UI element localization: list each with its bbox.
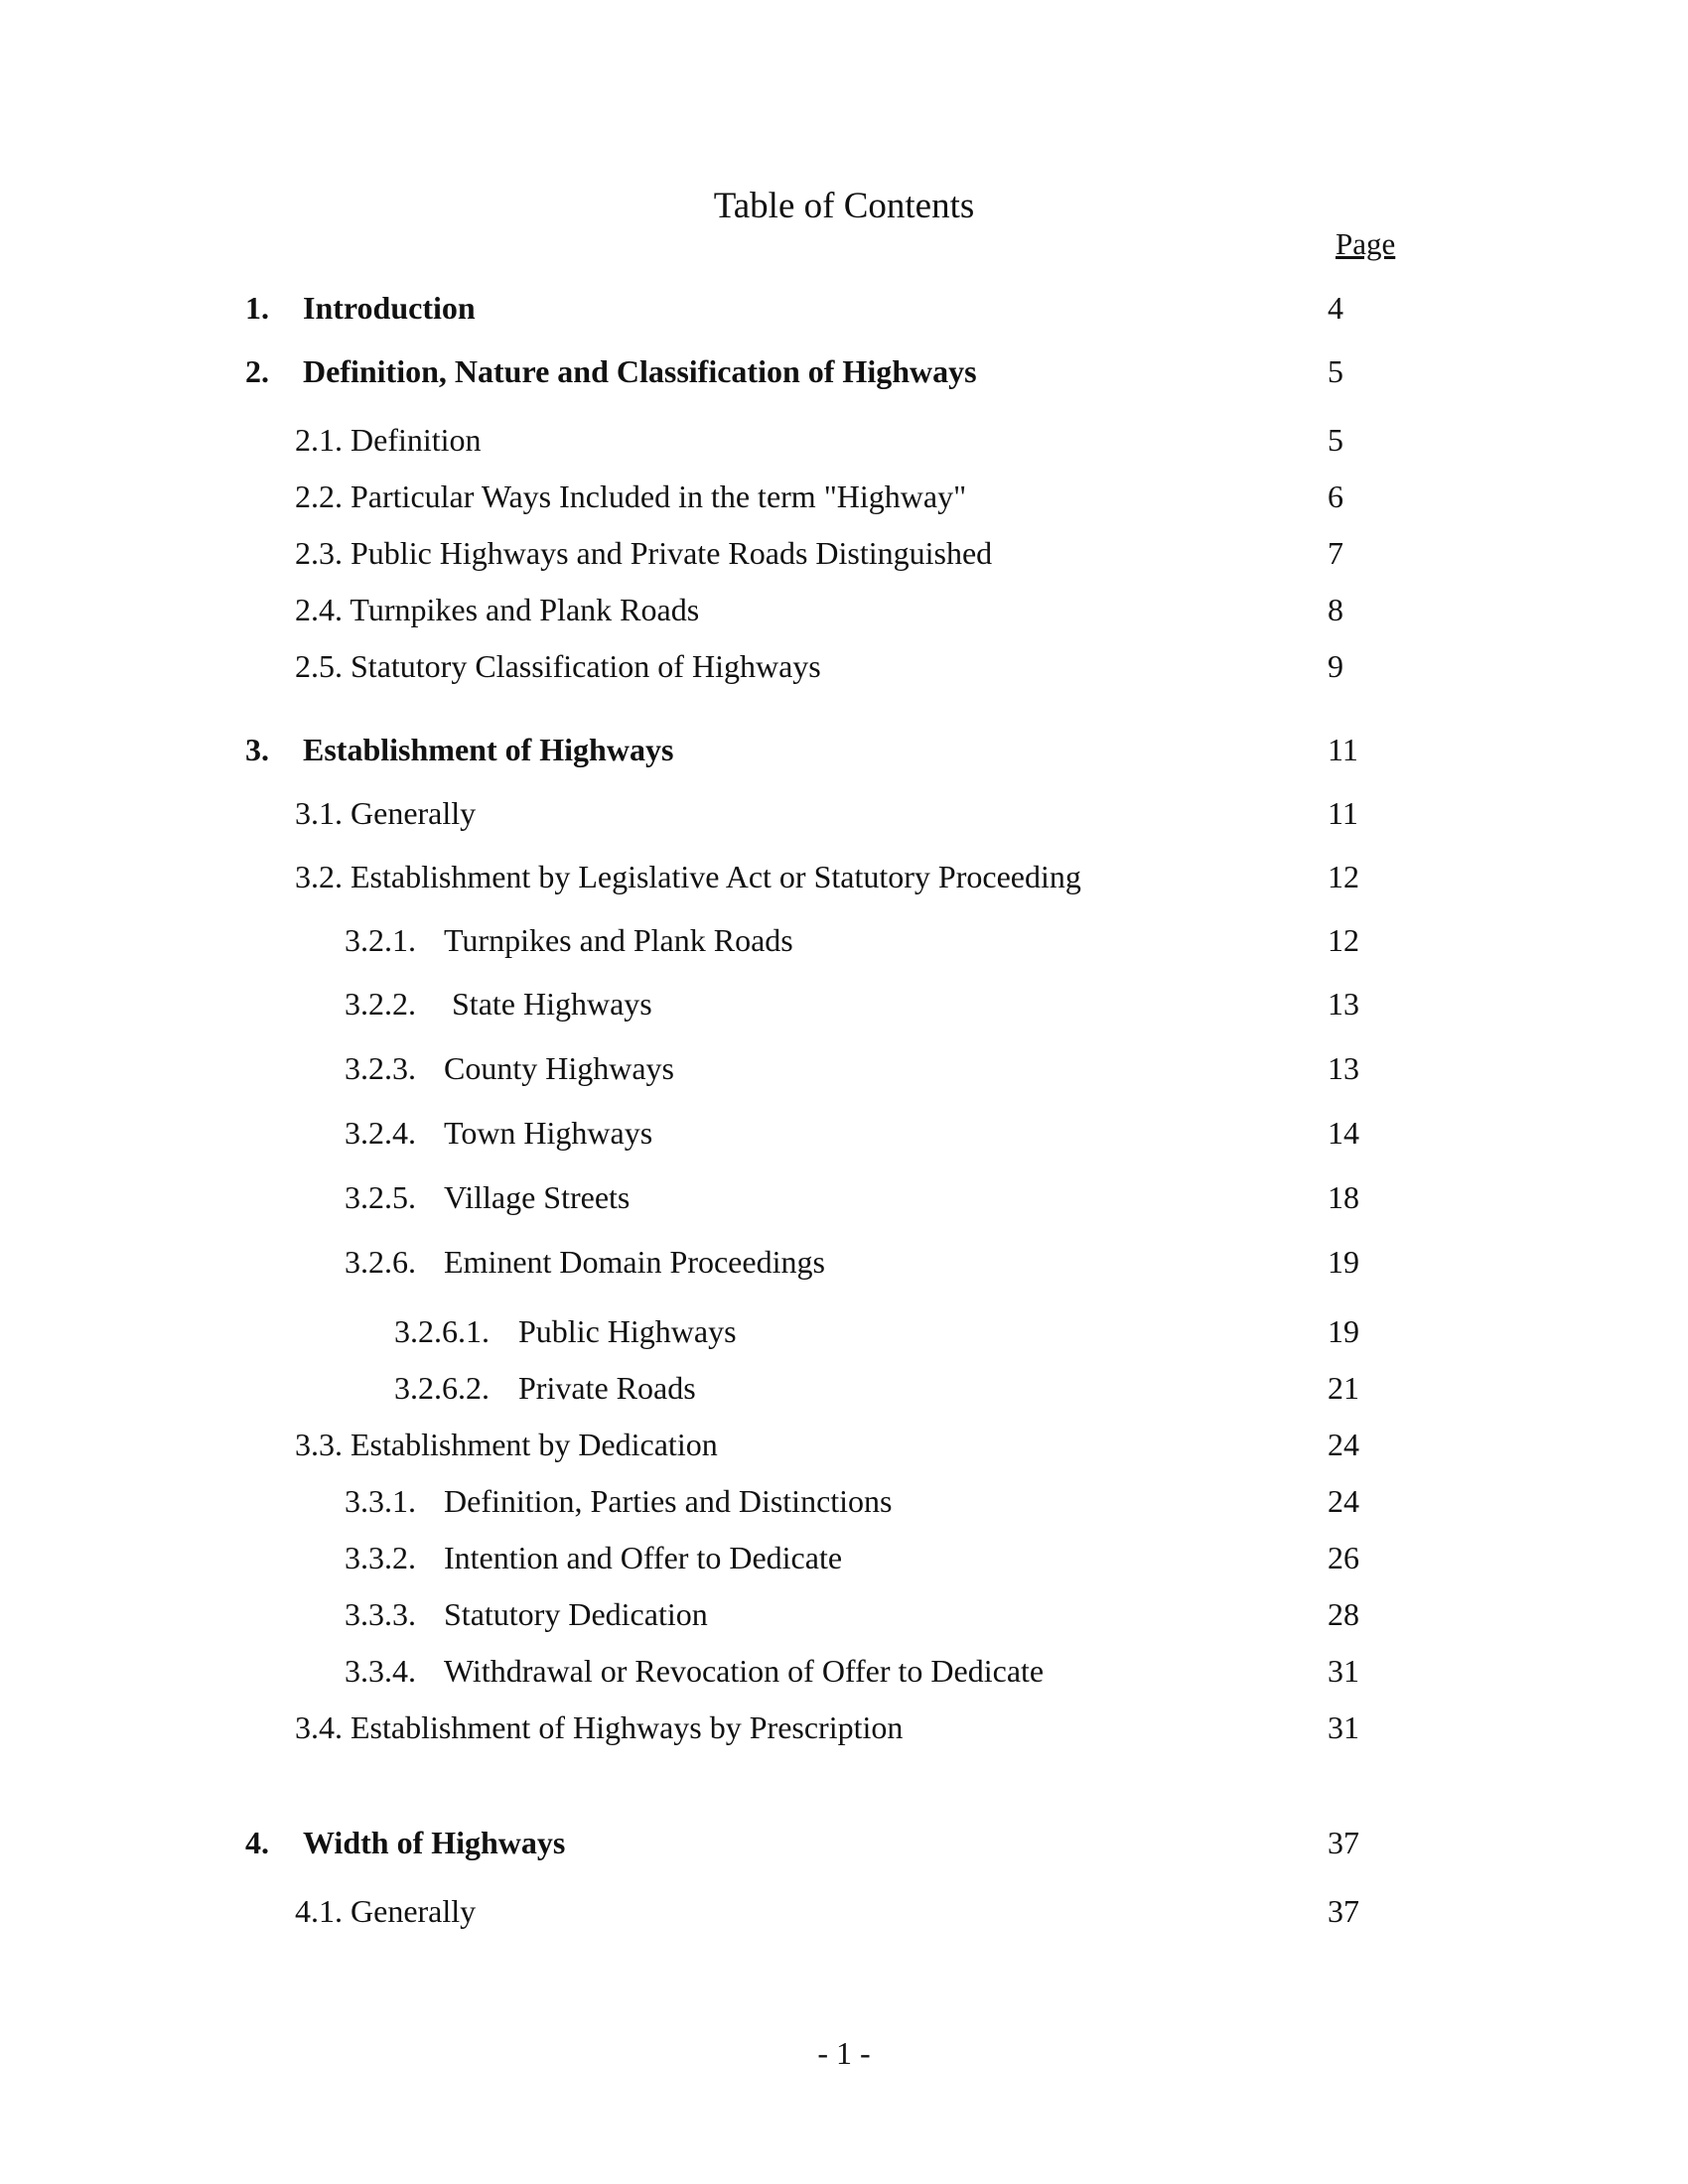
subsection-title: 2.4. Turnpikes and Plank Roads	[295, 592, 700, 627]
section-title: Establishment of Highways	[303, 732, 674, 767]
toc-entry-3-3-4[interactable]	[0, 1653, 1688, 1697]
subsection-title: 3.4. Establishment of Highways by Prescription	[295, 1709, 904, 1745]
toc-entry-3-2-3[interactable]	[0, 1050, 1688, 1094]
toc-entry-3-3-1[interactable]	[0, 1483, 1688, 1527]
page-number: 12	[1328, 922, 1359, 958]
page-number: 11	[1328, 795, 1358, 831]
subsection-title: 3.2. Establishment by Legislative Act or Statutory Proceeding	[295, 859, 1081, 894]
subsection-title: 3.1. Generally	[295, 795, 477, 831]
page-number: 37	[1328, 1893, 1359, 1929]
toc-entry-2-4[interactable]	[0, 592, 1688, 635]
section-title: Introduction	[303, 290, 476, 326]
item-number: 3.2.6.	[345, 1244, 416, 1280]
item-number: 3.2.6.1.	[394, 1313, 490, 1349]
toc-entry-3-4[interactable]	[0, 1709, 1688, 1753]
page-number: 8	[1328, 592, 1343, 627]
section-number: 1.	[245, 290, 269, 326]
page-number: 31	[1328, 1653, 1359, 1689]
item-title: Town Highways	[444, 1115, 653, 1151]
page-number: 19	[1328, 1244, 1359, 1280]
item-title: Intention and Offer to Dedicate	[444, 1540, 843, 1575]
toc-entry-2-5[interactable]	[0, 648, 1688, 692]
toc-entry-definition-nature-classification[interactable]	[0, 353, 1688, 397]
page-number: 19	[1328, 1313, 1359, 1349]
page-number: 24	[1328, 1483, 1359, 1519]
item-title: Private Roads	[518, 1370, 696, 1406]
toc-entry-width-of-highways[interactable]	[0, 1825, 1688, 1868]
item-title: Withdrawal or Revocation of Offer to Dedicate	[444, 1653, 1045, 1689]
page-number: 13	[1328, 986, 1359, 1022]
page-column-header: Page	[1336, 226, 1396, 261]
item-number: 3.3.3.	[345, 1596, 416, 1632]
item-number: 3.2.1.	[345, 922, 416, 958]
item-title: Turnpikes and Plank Roads	[444, 922, 793, 958]
item-number: 3.3.1.	[345, 1483, 416, 1519]
toc-entry-3-2-5[interactable]	[0, 1179, 1688, 1223]
page-number: 13	[1328, 1050, 1359, 1086]
page-number: 31	[1328, 1709, 1359, 1745]
item-title: County Highways	[444, 1050, 674, 1086]
item-title: Public Highways	[518, 1313, 737, 1349]
toc-entry-2-3[interactable]	[0, 535, 1688, 579]
page-number: 4	[1328, 290, 1343, 326]
item-title: Eminent Domain Proceedings	[444, 1244, 825, 1280]
item-number: 3.2.4.	[345, 1115, 416, 1151]
toc-entry-3-3[interactable]	[0, 1427, 1688, 1470]
toc-entry-4-1[interactable]	[0, 1893, 1688, 1937]
item-title: State Highways	[452, 986, 652, 1022]
item-number: 3.3.4.	[345, 1653, 416, 1689]
toc-entry-3-2[interactable]	[0, 859, 1688, 902]
toc-entry-2-2[interactable]	[0, 478, 1688, 522]
section-number: 3.	[245, 732, 269, 767]
item-title: Village Streets	[444, 1179, 631, 1215]
item-number: 3.2.2.	[345, 986, 416, 1022]
page-number: 37	[1328, 1825, 1359, 1860]
item-number: 3.3.2.	[345, 1540, 416, 1575]
item-number: 3.2.3.	[345, 1050, 416, 1086]
item-title: Statutory Dedication	[444, 1596, 708, 1632]
subsection-title: 4.1. Generally	[295, 1893, 477, 1929]
page-number: 9	[1328, 648, 1343, 684]
item-number: 3.2.6.2.	[394, 1370, 490, 1406]
toc-entry-3-2-6[interactable]	[0, 1244, 1688, 1288]
toc-entry-3-3-3[interactable]	[0, 1596, 1688, 1640]
page-number: 7	[1328, 535, 1343, 571]
page-number: 5	[1328, 353, 1343, 389]
page-number: 5	[1328, 422, 1343, 458]
item-title: Definition, Parties and Distinctions	[444, 1483, 893, 1519]
subsection-title: 2.5. Statutory Classification of Highways	[295, 648, 821, 684]
toc-entry-3-2-1[interactable]	[0, 922, 1688, 966]
page-number: 14	[1328, 1115, 1359, 1151]
toc-entry-2-1[interactable]	[0, 422, 1688, 466]
page-number: 28	[1328, 1596, 1359, 1632]
section-number: 4.	[245, 1825, 269, 1860]
page-number: 21	[1328, 1370, 1359, 1406]
toc-entry-3-2-2[interactable]	[0, 986, 1688, 1029]
page-number: 11	[1328, 732, 1358, 767]
toc-entry-3-2-6-1[interactable]	[0, 1313, 1688, 1357]
toc-entry-3-1[interactable]	[0, 795, 1688, 839]
section-number: 2.	[245, 353, 269, 389]
subsection-title: 2.3. Public Highways and Private Roads Distinguished	[295, 535, 993, 571]
toc-entry-introduction[interactable]	[0, 290, 1688, 334]
section-title: Definition, Nature and Classification of Highways	[303, 353, 977, 389]
page-number: 26	[1328, 1540, 1359, 1575]
page-number: 12	[1328, 859, 1359, 894]
page-number: 18	[1328, 1179, 1359, 1215]
page-footer-number: - 1 -	[817, 2035, 871, 2071]
toc-entry-3-2-4[interactable]	[0, 1115, 1688, 1159]
page-number: 6	[1328, 478, 1343, 514]
section-title: Width of Highways	[303, 1825, 566, 1860]
subsection-title: 2.2. Particular Ways Included in the term "Highway"	[295, 478, 967, 514]
page-number: 24	[1328, 1427, 1359, 1462]
toc-entry-3-3-2[interactable]	[0, 1540, 1688, 1583]
subsection-title: 3.3. Establishment by Dedication	[295, 1427, 718, 1462]
page-title: Table of Contents	[713, 186, 975, 226]
toc-entry-establishment-of-highways[interactable]	[0, 732, 1688, 775]
toc-entry-3-2-6-2[interactable]	[0, 1370, 1688, 1414]
subsection-title: 2.1. Definition	[295, 422, 482, 458]
item-number: 3.2.5.	[345, 1179, 416, 1215]
